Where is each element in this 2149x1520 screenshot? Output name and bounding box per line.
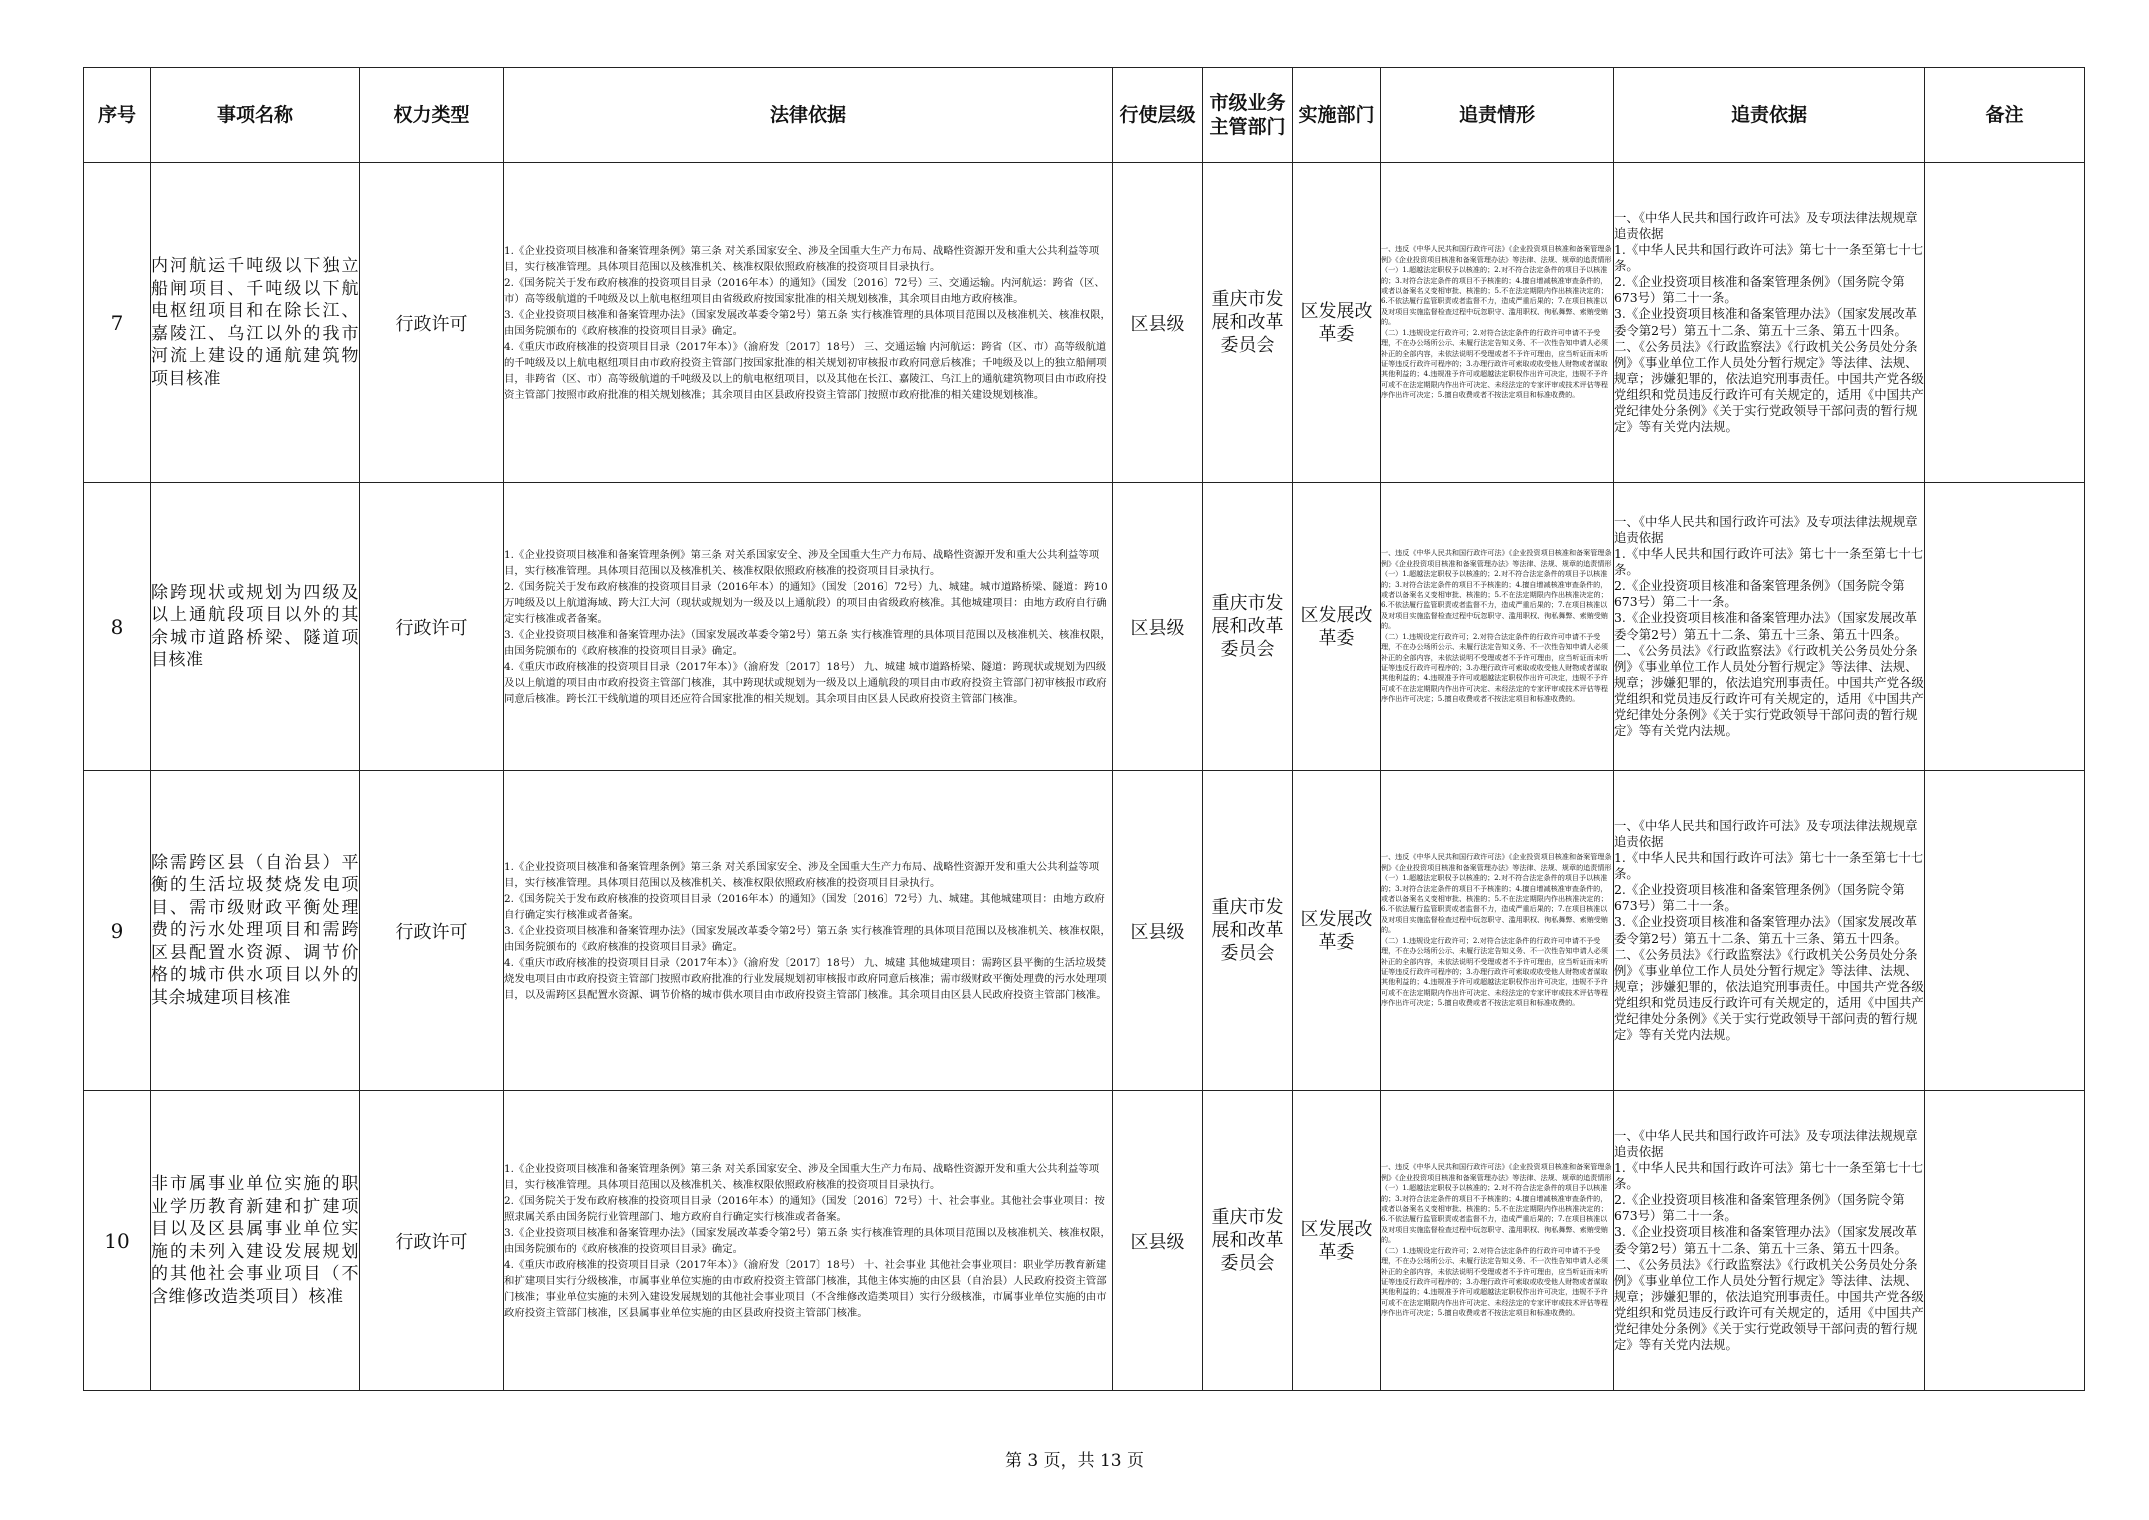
header-item-name: 事项名称 xyxy=(151,68,360,163)
row-seq: 9 xyxy=(84,771,151,1091)
accountability-basis-paragraph: 1.《中华人民共和国行政许可法》第七十一条至第七十七条。 xyxy=(1614,242,1924,274)
legal-basis-paragraph: 2.《国务院关于发布政府核准的投资项目目录（2016年本）的通知》（国发〔2016〕72号）三、交通运输。内河航运：跨省（区、市）高等级航道的千吨级及以上航电枢纽项目由省级政府按国家批准的相关规划核准，其余项目由地方政府核准。 xyxy=(504,276,1105,305)
impl-dept: 区发展改革委 xyxy=(1293,771,1381,1091)
table-row xyxy=(84,163,2085,483)
legal-basis xyxy=(504,771,1113,1091)
accountability-situation-paragraph: （二）1.违规设定行政许可；2.对符合法定条件的行政许可申请不予受理，不在办公场所公示、未履行法定告知义务、不一次性告知申请人必须补正的全部内容，未依法说明不受理或者不予许可理由，应当听证而未听证等违反行政许可程序的；3.办理行政许可索取或收受他人财物或者谋取其他利益的；4.违规准予许可或超越法定职权作出许可决定，违规不予许可或不在法定期限内作出许可决定、未经法定的专家评审或技术评估等程序作出许可决定；5.擅自收费或者不按法定项目和标准收费的。 xyxy=(1381,631,1608,704)
accountability-basis-paragraph: 2.《企业投资项目核准和备案管理条例》（国务院令第673号）第二十一条。 xyxy=(1614,882,1905,914)
city-dept: 重庆市发展和改革委员会 xyxy=(1203,483,1293,771)
accountability-situation-paragraph: （二）1.违规设定行政许可；2.对符合法定条件的行政许可申请不予受理，不在办公场所公示、未履行法定告知义务、不一次性告知申请人必须补正的全部内容，未依法说明不受理或者不予许可理由，应当听证而未听证等违反行政许可程序的；3.办理行政许可索取或收受他人财物或者谋取其他利益的；4.违规准予许可或超越法定职权作出许可决定，违规不予许可或不在法定期限内作出许可决定、未经法定的专家评审或技术评估等程序作出许可决定；5.擅自收费或者不按法定项目和标准收费的。 xyxy=(1381,935,1608,1008)
header-accountability-basis: 追责依据 xyxy=(1614,68,1925,163)
remarks xyxy=(1925,1091,2085,1391)
row-seq: 7 xyxy=(84,163,151,483)
accountability-situation-paragraph: 一、违反《中华人民共和国行政许可法》《企业投资项目核准和备案管理条例》《企业投资项目核准和备案管理办法》等法律、法规、规章的追责情形 xyxy=(1381,1162,1612,1182)
city-dept: 重庆市发展和改革委员会 xyxy=(1203,163,1293,483)
legal-basis-paragraph: 4.《重庆市政府核准的投资项目目录（2017年本）》（渝府发〔2017〕18号） 三、交通运输 内河航运：跨省（区、市）高等级航道的千吨级及以上航电枢纽项目由市政府投资主管部门按国家批准的相关规划初审核报市政府同意后核准；千吨级及以上的独立船闸项目，非跨省（区、市）高等级航道的千吨级及以上的航电枢纽项目，以及其他在长江、嘉陵江、乌江上的通航建筑物项目由市政府投资主管部门按照市政府批准的相关规划核准；其余项目由区县政府投资主管部门按照市政府批准的相关建设规划核准。 xyxy=(504,340,1107,401)
accountability-situation xyxy=(1381,1091,1614,1391)
accountability-basis-paragraph: 1.《中华人民共和国行政许可法》第七十一条至第七十七条。 xyxy=(1614,850,1924,882)
header-legal-basis: 法律依据 xyxy=(504,68,1113,163)
power-type: 行政许可 xyxy=(360,771,504,1091)
remarks xyxy=(1925,483,2085,771)
accountability-basis xyxy=(1614,483,1925,771)
legal-basis-paragraph: 1.《企业投资项目核准和备案管理条例》第三条 对关系国家安全、涉及全国重大生产力布局、战略性资源开发和重大公共利益等项目，实行核准管理。具体项目范围以及核准机关、核准权限依照政府核准的投资项目目录执行。 xyxy=(504,1162,1100,1191)
impl-dept: 区发展改革委 xyxy=(1293,1091,1381,1391)
accountability-basis-paragraph: 3.《企业投资项目核准和备案管理办法》（国家发展改革委令第2号）第五十二条、第五十三条、第五十四条。 xyxy=(1614,914,1917,946)
table-body xyxy=(84,163,2085,1391)
header-accountability-situation: 追责情形 xyxy=(1381,68,1614,163)
legal-basis-paragraph: 4.《重庆市政府核准的投资项目目录（2017年本）》（渝府发〔2017〕18号） 十、社会事业 其他社会事业项目：职业学历教育新建和扩建项目实行分级核准，市属事业单位实施的由市政府投资主管部门核准，其他主体实施的由区县（自治县）人民政府投资主管部门核准；事业单位实施的未列入建设发展规划的其他社会事业项目（不含维修改造类项目）实行分级核准，市属事业单位实施的由市政府投资主管部门核准，区县属事业单位实施的由区县政府投资主管部门核准。 xyxy=(504,1258,1107,1319)
header-city-dept: 市级业务主管部门 xyxy=(1203,68,1293,163)
accountability-basis-paragraph: 2.《企业投资项目核准和备案管理条例》（国务院令第673号）第二十一条。 xyxy=(1614,274,1905,306)
accountability-basis xyxy=(1614,163,1925,483)
accountability-basis-paragraph: 1.《中华人民共和国行政许可法》第七十一条至第七十七条。 xyxy=(1614,546,1924,578)
exercise-level: 区县级 xyxy=(1113,483,1203,771)
header-row xyxy=(84,68,2085,163)
item-name: 除需跨区县（自治县）平衡的生活垃圾焚烧发电项目、需市级财政平衡处理费的污水处理项目和需跨区县配置水资源、调节价格的城市供水项目以外的其余城建项目核准 xyxy=(151,771,360,1091)
accountability-table xyxy=(83,67,2085,1391)
accountability-situation-paragraph: （一）1.超越法定职权予以核准的；2.对不符合法定条件的项目予以核准的；3.对符合法定条件的项目不予核准的；4.擅自增减核准审查条件的，或者以备案名义变相审批、核准的；5.不在法定期限内作出核准决定的；6.不依法履行监管职责或者监督不力，造成严重后果的；7.在项目核准以及对项目实施监督检查过程中玩忽职守、滥用职权、徇私舞弊、索贿受贿的。 xyxy=(1381,265,1608,327)
legal-basis-paragraph: 3.《企业投资项目核准和备案管理办法》（国家发展改革委令第2号）第五条 实行核准管理的具体项目范围以及核准机关、核准权限，由国务院颁布的《政府核准的投资项目目录》确定。 xyxy=(504,924,1111,953)
accountability-situation-paragraph: 一、违反《中华人民共和国行政许可法》《企业投资项目核准和备案管理条例》《企业投资项目核准和备案管理办法》等法律、法规、规章的追责情形 xyxy=(1381,852,1612,872)
legal-basis-paragraph: 4.《重庆市政府核准的投资项目目录（2017年本）》（渝府发〔2017〕18号） 九、城建 其他城建项目：需跨区县平衡的生活垃圾焚烧发电项目由市政府投资主管部门按照市政府批准的行业发展规划初审核报市政府同意后核准；需市级财政平衡处理费的污水处理项目，以及需跨区县配置水资源、调节价格的城市供水项目由市政府投资主管部门核准。其余项目由区县人民政府投资主管部门核准。 xyxy=(504,956,1107,1001)
accountability-basis-paragraph: 1.《中华人民共和国行政许可法》第七十一条至第七十七条。 xyxy=(1614,1160,1924,1192)
accountability-basis-paragraph: 3.《企业投资项目核准和备案管理办法》（国家发展改革委令第2号）第五十二条、第五十三条、第五十四条。 xyxy=(1614,1224,1917,1256)
header-impl-dept: 实施部门 xyxy=(1293,68,1381,163)
legal-basis-paragraph: 1.《企业投资项目核准和备案管理条例》第三条 对关系国家安全、涉及全国重大生产力布局、战略性资源开发和重大公共利益等项目，实行核准管理。具体项目范围以及核准机关、核准权限依照政府核准的投资项目目录执行。 xyxy=(504,244,1100,273)
accountability-situation-paragraph: （一）1.超越法定职权予以核准的；2.对不符合法定条件的项目予以核准的；3.对符合法定条件的项目不予核准的；4.擅自增减核准审查条件的，或者以备案名义变相审批、核准的；5.不在法定期限内作出核准决定的；6.不依法履行监管职责或者监督不力，造成严重后果的；7.在项目核准以及对项目实施监督检查过程中玩忽职守、滥用职权、徇私舞弊、索贿受贿的。 xyxy=(1381,569,1608,631)
table-row xyxy=(84,483,2085,771)
row-seq: 10 xyxy=(84,1091,151,1391)
legal-basis-paragraph: 2.《国务院关于发布政府核准的投资项目目录（2016年本）的通知》（国发〔2016〕72号）九、城建。其他城建项目：由地方政府自行确定实行核准或者备案。 xyxy=(504,892,1105,921)
legal-basis-paragraph: 3.《企业投资项目核准和备案管理办法》（国家发展改革委令第2号）第五条 实行核准管理的具体项目范围以及核准机关、核准权限，由国务院颁布的《政府核准的投资项目目录》确定。 xyxy=(504,628,1111,657)
table-row xyxy=(84,1091,2085,1391)
page-footer: 第 3 页，共 13 页 xyxy=(1004,1451,1145,1471)
remarks xyxy=(1925,771,2085,1091)
item-name: 非市属事业单位实施的职业学历教育新建和扩建项目以及区县属事业单位实施的未列入建设发展规划的其他社会事业项目（不含维修改造类项目）核准 xyxy=(151,1091,360,1391)
accountability-basis-paragraph: 一、《中华人民共和国行政许可法》及专项法律法规规章追责依据 xyxy=(1614,1127,1918,1159)
legal-basis-paragraph: 2.《国务院关于发布政府核准的投资项目目录（2016年本）的通知》（国发〔2016〕72号）十、社会事业。其他社会事业项目：按照隶属关系由国务院行业管理部门、地方政府自行确定实行核准或者备案。 xyxy=(504,1194,1105,1223)
header-power-type: 权力类型 xyxy=(360,68,504,163)
legal-basis-paragraph: 3.《企业投资项目核准和备案管理办法》（国家发展改革委令第2号）第五条 实行核准管理的具体项目范围以及核准机关、核准权限，由国务院颁布的《政府核准的投资项目目录》确定。 xyxy=(504,1226,1111,1255)
accountability-situation xyxy=(1381,771,1614,1091)
impl-dept: 区发展改革委 xyxy=(1293,163,1381,483)
power-type: 行政许可 xyxy=(360,1091,504,1391)
accountability-basis-paragraph: 2.《企业投资项目核准和备案管理条例》（国务院令第673号）第二十一条。 xyxy=(1614,1192,1905,1224)
city-dept: 重庆市发展和改革委员会 xyxy=(1203,771,1293,1091)
legal-basis-paragraph: 4.《重庆市政府核准的投资项目目录（2017年本）》（渝府发〔2017〕18号） 九、城建 城市道路桥梁、隧道：跨现状或规划为四级及以上航道的项目由市政府投资主管部门核准，其中跨现状或规划为一级及以上通航段的项目由市政府投资主管部门初审核报市政府同意后核准。跨长江干线航道的项目还应符合国家批准的相关规划。其余项目由区县人民政府投资主管部门核准。 xyxy=(504,660,1107,705)
impl-dept: 区发展改革委 xyxy=(1293,483,1381,771)
accountability-basis-paragraph: 二、《公务员法》《行政监察法》《行政机关公务员处分条例》《事业单位工作人员处分暂行规定》等法律、法规、规章；涉嫌犯罪的，依法追究刑事责任。中国共产党各级党组织和党员违反行政许可有关规定的，适用《中国共产党纪律处分条例》《关于实行党政领导干部问责的暂行规定》等有关党内法规。 xyxy=(1614,946,1924,1043)
legal-basis-paragraph: 1.《企业投资项目核准和备案管理条例》第三条 对关系国家安全、涉及全国重大生产力布局、战略性资源开发和重大公共利益等项目，实行核准管理。具体项目范围以及核准机关、核准权限依照政府核准的投资项目目录执行。 xyxy=(504,548,1100,577)
accountability-situation-paragraph: （一）1.超越法定职权予以核准的；2.对不符合法定条件的项目予以核准的；3.对符合法定条件的项目不予核准的；4.擅自增减核准审查条件的，或者以备案名义变相审批、核准的；5.不在法定期限内作出核准决定的；6.不依法履行监管职责或者监督不力，造成严重后果的；7.在项目核准以及对项目实施监督检查过程中玩忽职守、滥用职权、徇私舞弊、索贿受贿的。 xyxy=(1381,1183,1608,1245)
legal-basis xyxy=(504,163,1113,483)
accountability-basis-paragraph: 3.《企业投资项目核准和备案管理办法》（国家发展改革委令第2号）第五十二条、第五十三条、第五十四条。 xyxy=(1614,610,1917,642)
exercise-level: 区县级 xyxy=(1113,771,1203,1091)
power-type: 行政许可 xyxy=(360,483,504,771)
city-dept: 重庆市发展和改革委员会 xyxy=(1203,1091,1293,1391)
header-remarks: 备注 xyxy=(1925,68,2085,163)
accountability-situation-paragraph: （二）1.违规设定行政许可；2.对符合法定条件的行政许可申请不予受理，不在办公场所公示、未履行法定告知义务、不一次性告知申请人必须补正的全部内容，未依法说明不受理或者不予许可理由，应当听证而未听证等违反行政许可程序的；3.办理行政许可索取或收受他人财物或者谋取其他利益的；4.违规准予许可或超越法定职权作出许可决定，违规不予许可或不在法定期限内作出许可决定、未经法定的专家评审或技术评估等程序作出许可决定；5.擅自收费或者不按法定项目和标准收费的。 xyxy=(1381,327,1608,400)
accountability-situation-paragraph: （一）1.超越法定职权予以核准的；2.对不符合法定条件的项目予以核准的；3.对符合法定条件的项目不予核准的；4.擅自增减核准审查条件的，或者以备案名义变相审批、核准的；5.不在法定期限内作出核准决定的；6.不依法履行监管职责或者监督不力，造成严重后果的；7.在项目核准以及对项目实施监督检查过程中玩忽职守、滥用职权、徇私舞弊、索贿受贿的。 xyxy=(1381,873,1608,935)
table-row xyxy=(84,771,2085,1091)
item-name: 除跨现状或规划为四级及以上通航段项目以外的其余城市道路桥梁、隧道项目核准 xyxy=(151,483,360,771)
header-level: 行使层级 xyxy=(1113,68,1203,163)
legal-basis-paragraph: 3.《企业投资项目核准和备案管理办法》（国家发展改革委令第2号）第五条 实行核准管理的具体项目范围以及核准机关、核准权限，由国务院颁布的《政府核准的投资项目目录》确定。 xyxy=(504,308,1111,337)
accountability-basis-paragraph: 2.《企业投资项目核准和备案管理条例》（国务院令第673号）第二十一条。 xyxy=(1614,578,1905,610)
accountability-basis-paragraph: 一、《中华人民共和国行政许可法》及专项法律法规规章追责依据 xyxy=(1614,209,1918,241)
remarks xyxy=(1925,163,2085,483)
accountability-situation-paragraph: 一、违反《中华人民共和国行政许可法》《企业投资项目核准和备案管理条例》《企业投资项目核准和备案管理办法》等法律、法规、规章的追责情形 xyxy=(1381,548,1612,568)
accountability-situation xyxy=(1381,163,1614,483)
accountability-situation-paragraph: 一、违反《中华人民共和国行政许可法》《企业投资项目核准和备案管理条例》《企业投资项目核准和备案管理办法》等法律、法规、规章的追责情形 xyxy=(1381,244,1612,264)
accountability-basis-paragraph: 一、《中华人民共和国行政许可法》及专项法律法规规章追责依据 xyxy=(1614,817,1918,849)
accountability-basis-paragraph: 一、《中华人民共和国行政许可法》及专项法律法规规章追责依据 xyxy=(1614,513,1918,545)
legal-basis-paragraph: 1.《企业投资项目核准和备案管理条例》第三条 对关系国家安全、涉及全国重大生产力布局、战略性资源开发和重大公共利益等项目，实行核准管理。具体项目范围以及核准机关、核准权限依照政府核准的投资项目目录执行。 xyxy=(504,860,1100,889)
legal-basis xyxy=(504,1091,1113,1391)
exercise-level: 区县级 xyxy=(1113,1091,1203,1391)
legal-basis xyxy=(504,483,1113,771)
legal-basis-paragraph: 2.《国务院关于发布政府核准的投资项目目录（2016年本）的通知》（国发〔2016〕72号）九、城建。城市道路桥梁、隧道：跨10万吨级及以上航道海域、跨大江大河（现状或规划为一级及以上通航段）的项目由省级政府核准。其他城建项目：由地方政府自行确定实行核准或者备案。 xyxy=(504,580,1108,625)
accountability-basis-paragraph: 二、《公务员法》《行政监察法》《行政机关公务员处分条例》《事业单位工作人员处分暂行规定》等法律、法规、规章；涉嫌犯罪的，依法追究刑事责任。中国共产党各级党组织和党员违反行政许可有关规定的，适用《中国共产党纪律处分条例》《关于实行党政领导干部问责的暂行规定》等有关党内法规。 xyxy=(1614,642,1924,739)
power-type: 行政许可 xyxy=(360,163,504,483)
accountability-basis-paragraph: 二、《公务员法》《行政监察法》《行政机关公务员处分条例》《事业单位工作人员处分暂行规定》等法律、法规、规章；涉嫌犯罪的，依法追究刑事责任。中国共产党各级党组织和党员违反行政许可有关规定的，适用《中国共产党纪律处分条例》《关于实行党政领导干部问责的暂行规定》等有关党内法规。 xyxy=(1614,1256,1924,1353)
accountability-basis-paragraph: 3.《企业投资项目核准和备案管理办法》（国家发展改革委令第2号）第五十二条、第五十三条、第五十四条。 xyxy=(1614,306,1917,338)
item-name: 内河航运千吨级以下独立船闸项目、千吨级以下航电枢纽项目和在除长江、嘉陵江、乌江以外的我市河流上建设的通航建筑物项目核准 xyxy=(151,163,360,483)
header-seq: 序号 xyxy=(84,68,151,163)
accountability-situation-paragraph: （二）1.违规设定行政许可；2.对符合法定条件的行政许可申请不予受理，不在办公场所公示、未履行法定告知义务、不一次性告知申请人必须补正的全部内容，未依法说明不受理或者不予许可理由，应当听证而未听证等违反行政许可程序的；3.办理行政许可索取或收受他人财物或者谋取其他利益的；4.违规准予许可或超越法定职权作出许可决定，违规不予许可或不在法定期限内作出许可决定、未经法定的专家评审或技术评估等程序作出许可决定；5.擅自收费或者不按法定项目和标准收费的。 xyxy=(1381,1245,1608,1318)
accountability-situation xyxy=(1381,483,1614,771)
accountability-basis xyxy=(1614,1091,1925,1391)
accountability-basis-paragraph: 二、《公务员法》《行政监察法》《行政机关公务员处分条例》《事业单位工作人员处分暂行规定》等法律、法规、规章；涉嫌犯罪的，依法追究刑事责任。中国共产党各级党组织和党员违反行政许可有关规定的，适用《中国共产党纪律处分条例》《关于实行党政领导干部问责的暂行规定》等有关党内法规。 xyxy=(1614,338,1924,435)
row-seq: 8 xyxy=(84,483,151,771)
exercise-level: 区县级 xyxy=(1113,163,1203,483)
accountability-basis xyxy=(1614,771,1925,1091)
